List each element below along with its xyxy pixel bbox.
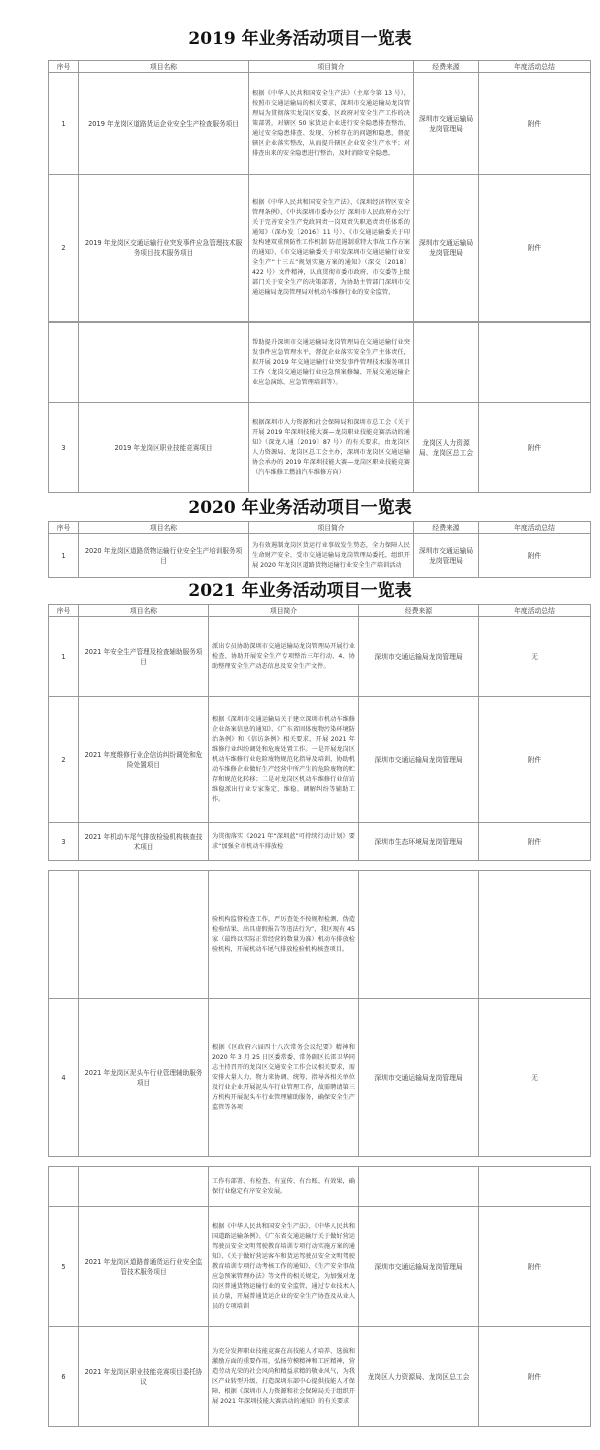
table-row	[49, 1207, 591, 1327]
table-row	[49, 617, 591, 697]
header-fund: 经费来源	[414, 522, 479, 534]
row-fund: 深圳市交通运输局龙岗管理局	[414, 73, 479, 175]
table-row	[49, 175, 591, 322]
row-name: 2019 年龙岗区道路货运企业安全生产检查服务项目	[79, 73, 249, 175]
header-name: 项目名称	[79, 605, 209, 617]
header-intro: 项目简介	[249, 522, 414, 534]
row-seq: 2	[49, 175, 79, 322]
row-fund: 深圳市交通运输局龙岗管理局	[414, 534, 479, 578]
table-row-continued	[49, 871, 591, 999]
row-summary: 附件	[479, 175, 591, 322]
header-summary: 年度活动总结	[479, 61, 591, 73]
table-2021-continued-2	[48, 1166, 591, 1427]
row-seq: 2	[49, 697, 79, 823]
row-intro: 根据深圳市人力资源和社会保障局和深圳市总工会《关于开展 2019 年深圳技能大赛—龙岗职业技能竞赛活动的通知》（深龙人通〔2019〕87 号）的有关要求，由龙岗区人力资源局、龙岗区总工会主办，深圳市龙岗区交通运输协会承办的 2019 年深圳技能大赛—龙岗区职业技能竞赛（汽车维修工燃油汽车维修方向）	[249, 403, 414, 493]
header-name: 项目名称	[79, 522, 249, 534]
table-2019	[48, 60, 591, 322]
row-name: 2021 年机动车尾气排放检验机构核查技术项目	[79, 823, 209, 861]
row-summary: 附件	[479, 697, 591, 823]
row-summary: 附件	[479, 1207, 591, 1327]
row-seq: 3	[49, 823, 79, 861]
table-2021	[48, 604, 591, 861]
row-seq: 4	[49, 999, 79, 1157]
row-name: 2019 年龙岗区职业技能竞赛项目	[79, 403, 249, 493]
header-intro: 项目简介	[209, 605, 359, 617]
title-2021: 2021 年业务活动项目一览表	[188, 581, 412, 601]
row-seq: 1	[49, 617, 79, 697]
table-row	[49, 823, 591, 861]
row-fund: 深圳市交通运输局龙岗管理局	[359, 697, 479, 823]
row-intro: 根据《区政府六届四十八次常务会议纪要》精神和 2020 年 3 月 25 日区委常委、常务副区长雷卫华同志主持召开的龙岗区交通安全工作会议相关要求，需安排大量人力、物力来协调、统筹、指导各相关单位及行业企业开展泥头车行业管理工作，故需聘请第三方机构开展泥头车行业管理辅助服务，确保安全生产监管等各项	[209, 999, 359, 1157]
row-summary: 附件	[479, 534, 591, 578]
row-name: 2021 年龙岗区泥头车行业管理辅助服务项目	[79, 999, 209, 1157]
header-name: 项目名称	[79, 61, 249, 73]
table-row-continued	[49, 323, 591, 403]
row-fund: 深圳市交通运输局龙岗管理局	[359, 999, 479, 1157]
row-intro: 为充分发挥职业技能竞赛在高技能人才培养、选拔和激励方面的重要作用，弘扬劳模精神和工匠精神，营造劳动光荣的社会风尚和精益求精的敬业风气，为我区产业转型升级、打造深圳东部中心提供技能人才保障，根据《深圳市人力资源和社会保障局关于组织开展 2021 年深圳技能大赛活动的通知》的有关要求	[209, 1327, 359, 1427]
row-name: 2020 年龙岗区道路货物运输行业安全生产培训服务项目	[79, 534, 249, 578]
row-seq: 5	[49, 1207, 79, 1327]
row-summary: 无	[479, 617, 591, 697]
row-seq: 6	[49, 1327, 79, 1427]
row-name: 2021 年龙岗区职业技能竞赛项目委托协议	[79, 1327, 209, 1427]
row-fund: 深圳市生态环境局龙岗管理局	[359, 823, 479, 861]
header-fund: 经费来源	[414, 61, 479, 73]
header-fund: 经费来源	[359, 605, 479, 617]
row-intro: 为贯彻落实《2021 年“深圳蓝”可持续行动计划》要求“加强全市机动车排放检	[209, 823, 359, 861]
table-row	[49, 534, 591, 578]
header-seq: 序号	[49, 605, 79, 617]
table-row	[49, 73, 591, 175]
header-summary: 年度活动总结	[479, 522, 591, 534]
row-seq: 1	[49, 534, 79, 578]
row-seq: 1	[49, 73, 79, 175]
header-row	[49, 605, 591, 617]
row-intro: 验机构监督检查工作，严厉查处不按规程检测、伪造检验结果、出具虚假报告等违法行为”，我区现有 45 家（最终以实际正常经营的数量为准）机动车排放检验机构，开展机动车尾气排放检验机构核查项目。	[209, 871, 359, 999]
row-intro: 工作有部署、有检查、有宣传、有台账、有效果，确保行业稳定有序安全发展。	[209, 1167, 359, 1207]
header-row	[49, 61, 591, 73]
table-row	[49, 697, 591, 823]
row-intro: 根据《中华人民共和国安全生产法》、《中华人民共和国道路运输条例》、《广东省交通运输厅关于做好营运驾驶员安全文明驾驶教育培训专项行动实施方案的通知》、《关于做好营运客车和货运驾驶员安全文明驾驶教育培训专项行动考核工作的通知》、《生产安全事故应急预案管理办法》等文件的相关规定，为加强对龙岗区普通货物运输行业的安全监管，通过专业技术人员力量，开展普通货运企业的安全生产协查及从业人员的专项培训	[209, 1207, 359, 1327]
row-name: 2021 年度维修行业企信访纠纷调处和危险处置项目	[79, 697, 209, 823]
row-intro: 根据《中华人民共和国安全生产法》（主席令第 13 号），按照市交通运输局的相关要求，深圳市交通运输局龙岗管理局为贯彻落实龙岗区安委、区政府对安全生产工作的决策部署，对辖区 50 家货运企业进行安全隐患排查整治，通过安全隐患排查、发现、分析存在的问题和隐患，督促辖区企业落实整改，从而提升辖区企业安全生产水平；对排查出来的安全隐患进行整治，及时消除安全隐患。	[249, 73, 414, 175]
row-intro: 根据《深圳市交通运输局关于建立深圳市机动车维修企业备案信息的通知》、《广东省固体废物污染环境防治条例》和《信访条例》相关要求，开展 2021 年维修行业纠纷调处和危废处置工作。一是开展龙岗区机动车维修行业危险废物规范化指导及培训，协助机动车维修企业做好生产经营中所产生的危险废物的贮存和规范化转移；二是对龙岗区机动车维修行业信访维稳派出行业专家鉴定、维稳、调解纠纷等辅助工作。	[209, 697, 359, 823]
row-fund: 深圳市交通运输局龙岗管理局	[414, 175, 479, 322]
row-fund: 龙岗区人力资源局、龙岗区总工会	[359, 1327, 479, 1427]
row-name: 2019 年龙岗区交通运输行业突发事件应急管理技术服务项目技术服务项目	[79, 175, 249, 322]
table-row	[49, 999, 591, 1157]
row-name: 2021 年龙岗区道路普通货运行业安全监管技术服务项目	[79, 1207, 209, 1327]
title-2020: 2020 年业务活动项目一览表	[188, 498, 412, 518]
row-intro: 根据《中华人民共和国安全生产法》、《深圳经济特区安全管理条例》、《中共深圳市委办公厅 深圳市人民政府办公厅关于完善安全生产党政同责一岗双责失职追责责任体系的通知》（深办发〔2016〕11 号）、《市交通运输委关于印发构建双重预防性工作机制 防范遏制重特大事故工作方案的通知》、《市交通运输委关于印发深圳市交通运输行业安全生产“十三五”规划实施方案的通知》（深交〔2018〕422 号）文件精神，认真贯彻市委市政府、市交委等上级部门关于安全生产的决策部署，为协助主管部门深圳市交通运输局龙岗管理局对机动车维修行业的安全监管，	[249, 175, 414, 322]
header-seq: 序号	[49, 61, 79, 73]
table-2019-continued	[48, 322, 591, 493]
title-2019: 2019 年业务活动项目一览表	[188, 29, 412, 49]
row-intro: 派出专员协助深圳市交通运输局龙岗管理局开展行业检查、协助开展安全生产专项整治三年行动、4、协助整理安全生产动态信息及安全生产文件。	[209, 617, 359, 697]
header-seq: 序号	[49, 522, 79, 534]
row-summary: 附件	[479, 73, 591, 175]
row-name: 2021 年安全生产管理及检查辅助服务项目	[79, 617, 209, 697]
header-row	[49, 522, 591, 534]
row-fund: 深圳市交通运输局龙岗管理局	[359, 617, 479, 697]
header-intro: 项目简介	[249, 61, 414, 73]
row-fund: 龙岗区人力资源局、龙岗区总工会	[414, 403, 479, 493]
row-seq: 3	[49, 403, 79, 493]
row-summary: 无	[479, 999, 591, 1157]
row-summary: 附件	[479, 403, 591, 493]
row-intro: 为有效遏制龙岗区货运行业事故发生势态，全力保障人民生命财产安全，受市交通运输局龙岗管理局委托，组织开展 2020 年龙岗区道路货物运输行业安全生产培训活动	[249, 534, 414, 578]
table-row	[49, 403, 591, 493]
table-row	[49, 1327, 591, 1427]
table-2021-continued-1	[48, 870, 591, 1157]
row-summary: 附件	[479, 823, 591, 861]
table-2020	[48, 521, 591, 578]
row-intro: 帮助提升深圳市交通运输局龙岗管理局在交通运输行业突发事件应急管理水平，督促企业落实安全生产主体责任，拟开展 2019 年交通运输行业突发事件管理技术服务项目工作（龙岗交通运输行业应急预案修编、开展交通运输企业应急演练、应急管理培训等）。	[249, 323, 414, 403]
table-row-continued	[49, 1167, 591, 1207]
row-fund: 深圳市交通运输局龙岗管理局	[359, 1207, 479, 1327]
header-summary: 年度活动总结	[479, 605, 591, 617]
row-summary: 附件	[479, 1327, 591, 1427]
